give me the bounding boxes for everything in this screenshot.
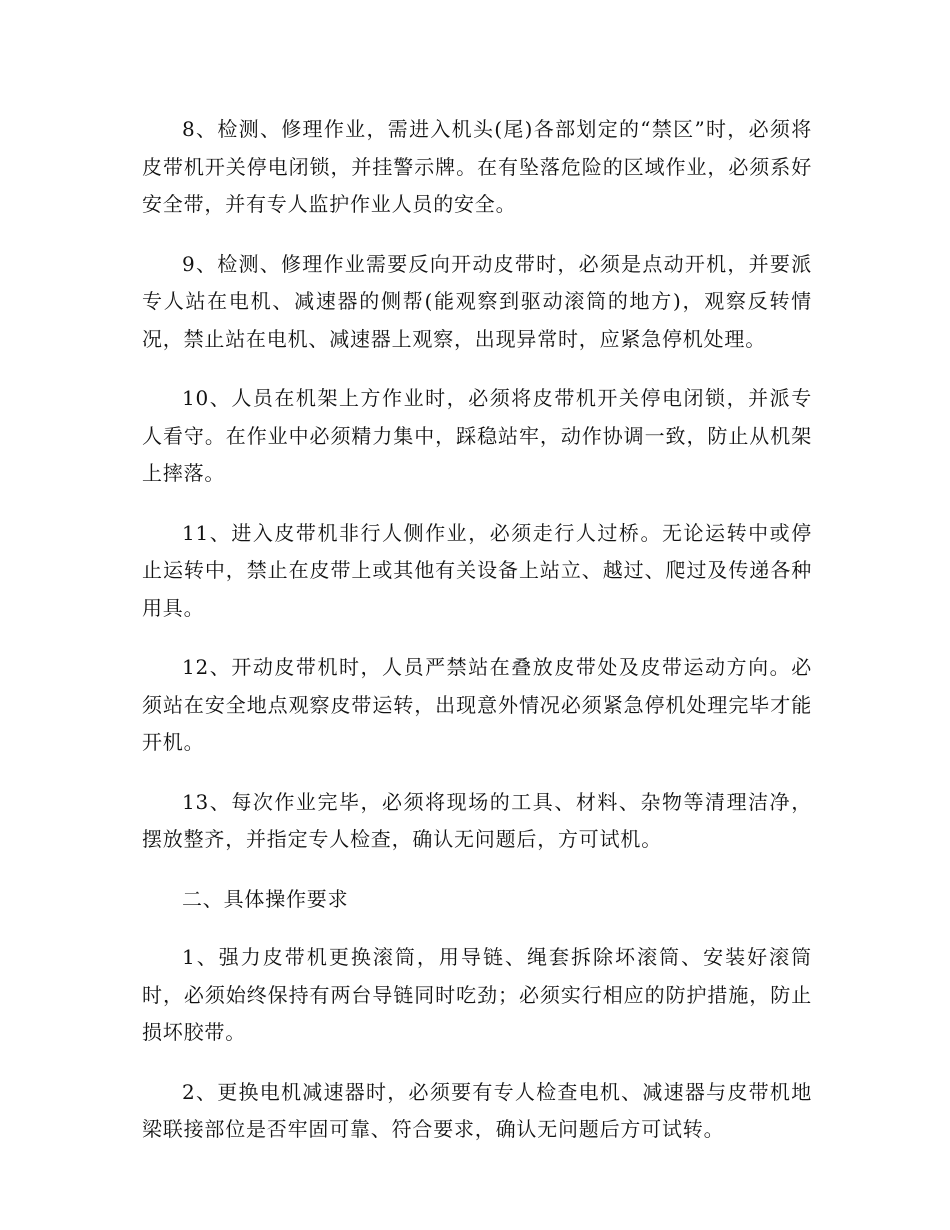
- paragraph-rule-10: 10、人员在机架上方作业时，必须将皮带机开关停电闭锁，并派专人看守。在作业中必须精力集中，踩稳站牢，动作协调一致，防止从机架上摔落。: [142, 386, 812, 485]
- paragraph-requirement-2: 2、更换电机减速器时，必须要有专人检查电机、减速器与皮带机地梁联接部位是否牢固可靠、符合要求，确认无问题后方可试转。: [142, 1079, 812, 1141]
- paragraph-rule-11: 11、进入皮带机非行人侧作业，必须走行人过桥。无论运转中或停止运转中，禁止在皮带上或其他有关设备上站立、越过、爬过及传递各种用具。: [142, 520, 812, 620]
- paragraph-rule-13: 13、每次作业完毕，必须将现场的工具、材料、杂物等清理洁净，摆放整齐，并指定专人检查，确认无问题后，方可试机。: [142, 789, 812, 851]
- paragraph-rule-8: 8、检测、修理作业，需进入机头(尾)各部划定的“禁区”时，必须将皮带机开关停电闭锁，并挂警示牌。在有坠落危险的区域作业，必须系好安全带，并有专人监护作业人员的安全。: [142, 117, 812, 216]
- paragraph-requirement-1: 1、强力皮带机更换滚筒，用导链、绳套拆除坏滚筒、安装好滚筒时，必须始终保持有两台导链同时吃劲；必须实行相应的防护措施，防止损坏胶带。: [142, 945, 812, 1044]
- section-heading-operation-requirements: 二、具体操作要求: [182, 886, 349, 911]
- document-body: [142, 111, 812, 1171]
- paragraph-rule-12: 12、开动皮带机时，人员严禁站在叠放皮带处及皮带运动方向。必须站在安全地点观察皮带运转，出现意外情况必须紧急停机处理完毕才能开机。: [142, 655, 812, 754]
- paragraph-rule-9: 9、检测、修理作业需要反向开动皮带时，必须是点动开机，并要派专人站在电机、减速器的侧帮(能观察到驱动滚筒的地方)，观察反转情况，禁止站在电机、减速器上观察，出现异常时，应紧急停机处理。: [142, 251, 812, 351]
